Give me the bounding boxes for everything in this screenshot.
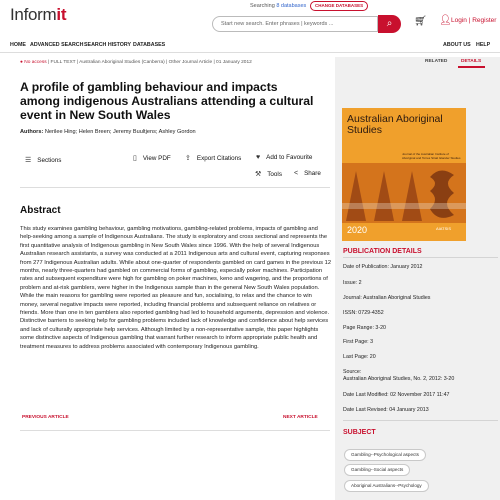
wrench-icon: ⚒: [255, 171, 262, 178]
login-register-link[interactable]: Login | Register: [451, 17, 497, 24]
detail-page-range: Page Range: 3-20: [343, 325, 386, 331]
nav-divider: [0, 52, 500, 53]
export-label: Export Citations: [196, 155, 242, 162]
list-icon: ☰: [25, 157, 32, 164]
searching-label: Searching: [250, 3, 275, 9]
user-icon[interactable]: 👤︎: [439, 15, 452, 26]
active-tab-indicator: [458, 66, 485, 68]
search-icon: ⌕: [386, 18, 393, 29]
bottom-divider: [20, 430, 330, 431]
database-count[interactable]: 8 databases: [276, 3, 307, 9]
logo-accent: it: [56, 5, 67, 24]
authors-list[interactable]: Nerilee Hing; Helen Breen; Jeremy Buultjens; Ashley Gordon: [44, 129, 196, 135]
sections-button[interactable]: [25, 156, 61, 164]
add-favourite-button[interactable]: [256, 154, 312, 161]
subject-chip[interactable]: Gambling--Social aspects: [344, 464, 410, 476]
share-label: Share: [304, 170, 321, 177]
search-button[interactable]: [378, 15, 401, 33]
view-pdf-label: View PDF: [142, 155, 171, 162]
detail-journal[interactable]: Journal: Australian Aboriginal Studies: [343, 295, 431, 301]
detail-source: Australian Aboriginal Studies, No. 2, 2012: 3-20: [343, 376, 455, 382]
searching-status: [250, 3, 306, 9]
subject-heading: SUBJECT: [343, 429, 376, 436]
detail-issn: ISSN: 0729-4352: [343, 310, 384, 316]
subject-chip[interactable]: Aboriginal Australians--Psychology: [344, 480, 429, 492]
tab-related[interactable]: RELATED: [425, 59, 448, 64]
cover-year: 2020: [347, 225, 368, 235]
detail-date-last-modified: Date Last Modified: 02 November 2017 11:47: [343, 392, 450, 398]
next-article-link[interactable]: NEXT ARTICLE: [283, 415, 318, 420]
abstract-heading: Abstract: [20, 205, 61, 216]
detail-source-label: Source:: [343, 369, 362, 375]
main-nav: [0, 40, 500, 50]
nav-about-us[interactable]: ABOUT US: [443, 42, 471, 48]
nav-search-history[interactable]: SEARCH HISTORY: [84, 42, 132, 48]
cover-subtitle: Journal of the Australian Institute of Aboriginal and Torres Strait Islander Studies: [402, 152, 461, 160]
nav-databases[interactable]: DATABASES: [133, 42, 166, 48]
tab-details[interactable]: DETAILS: [461, 59, 482, 64]
export-icon: ⇪: [185, 155, 191, 162]
detail-first-page: First Page: 3: [343, 339, 374, 345]
cover-title: Australian Aboriginal Studies: [347, 113, 443, 136]
tools-label: Tools: [267, 171, 282, 178]
search-input[interactable]: Start new search. Enter phrases | keywords ...: [212, 16, 378, 32]
cover-artwork: [342, 163, 466, 223]
view-pdf-button[interactable]: [133, 154, 171, 162]
subject-chip[interactable]: Gambling--Psychological aspects: [344, 449, 426, 461]
previous-article-link[interactable]: PREVIOUS ARTICLE: [22, 415, 69, 420]
no-access-badge: ● No access: [20, 60, 47, 65]
subject-divider: [343, 420, 498, 421]
detail-last-page: Last Page: 20: [343, 354, 376, 360]
article-meta-text: | FULL TEXT | Australian Aboriginal Studies (Canberra) | Other Journal Article | 01 January 2012: [46, 60, 252, 65]
document-icon: ▯: [133, 155, 137, 162]
nav-home[interactable]: HOME: [10, 42, 26, 48]
details-divider: [343, 257, 498, 258]
share-icon: <: [294, 170, 299, 177]
authors-label: Authors:: [20, 129, 44, 135]
share-button[interactable]: [294, 170, 321, 177]
logo-text: Inform: [10, 5, 57, 24]
cart-icon[interactable]: 🛒︎: [414, 16, 427, 27]
sections-label: Sections: [37, 157, 62, 164]
favourite-label: Add to Favourite: [266, 154, 313, 161]
article-authors: [20, 129, 320, 135]
nav-advanced-search[interactable]: ADVANCED SEARCH: [30, 42, 84, 48]
detail-issue: Issue: 2: [343, 280, 362, 286]
informit-logo[interactable]: [10, 5, 66, 25]
nav-help[interactable]: HELP: [476, 42, 491, 48]
cover-publisher: AIATSIS: [436, 226, 452, 231]
article-meta: [20, 59, 320, 67]
detail-date-of-publication: Date of Publication: January 2012: [343, 264, 423, 270]
journal-cover[interactable]: [342, 108, 466, 241]
export-citations-button[interactable]: [185, 154, 241, 162]
publication-details-heading: PUBLICATION DETAILS: [343, 248, 422, 255]
actions-divider: [20, 187, 330, 188]
detail-date-last-revised: Date Last Revised: 04 January 2013: [343, 407, 429, 413]
change-databases-button[interactable]: CHANGE DATABASES: [310, 1, 368, 11]
abstract-text: This study examines gambling behaviour, gambling motivations, gambling-related problems, impacts of gambling and help-seeking among a sample of Indigenous Australians. The study is exploratory and cross sectional and represents the first quantitative analysis of Indigenous gambling in New South Wales since 1996. With the help of several Indigenous Australian research assistants, a survey was conducted at a 2011 Indigenous arts and cultural event, capturing responses from 277 Indigenous Australian adults. While about one-quarter of respondents gambled on card games in the previous 12 months, nearly three-quarters had gambled on commercial forms of gambling, especially poker machines. Participation rates and subsequent expenditure were high for gambling on poker machines, keno and wagering, and the proportions of problem and at-risk gamblers, were higher in the Indigenous sample than in the general New South Wales population. While the main reasons for gambling were reported as pleasure and fun, socialising, to relax and the chance to win money, several negative impacts were reported, including financial problems and subsequent reliance on relatives or friends. More than one in ten gamblers also reported gambling had led to household arguments, depression and violence. Distinctive barriers to seeking help for gambling problems included lack of knowledge and confidence about help services and lack of culturally appropriate help services. Although limited by a non-representative sample, this paper highlights some distinctive aspects of Indigenous gambling that warrant further research to inform appropriate public health and treatment measures to address problems associated with contemporary Indigenous gambling.: [20, 226, 332, 350]
heart-icon: ♥: [256, 154, 261, 161]
tools-button[interactable]: [255, 170, 282, 178]
article-title: A profile of gambling behaviour and impacts among indigenous Australians attending a cultural event in New South Wales: [20, 80, 314, 122]
